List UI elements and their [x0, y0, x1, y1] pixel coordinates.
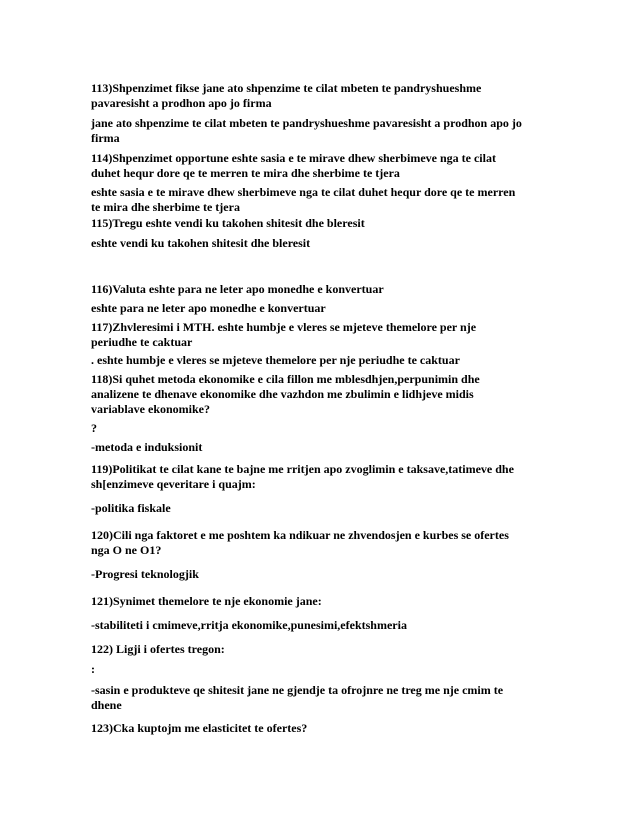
text-line: jane ato shpenzime te cilat mbeten te pandryshueshme pavaresisht a prodhon apo jo: [91, 116, 522, 130]
text-line: periudhe te caktuar: [91, 335, 193, 349]
text-line: 120)Cili nga faktoret e me poshtem ka ndikuar ne zhvendosjen e kurbes se ofertes: [91, 528, 509, 542]
text-line: eshte sasia e te mirave dhew sherbimeve nga te cilat duhet hequr dore qe te merren: [91, 185, 516, 199]
text-line: 121)Synimet themelore te nje ekonomie jane:: [91, 594, 322, 608]
text-line: ?: [91, 421, 97, 435]
text-line: eshte para ne leter apo monedhe e konvertuar: [91, 301, 326, 315]
text-line: . eshte humbje e vleres se mjeteve themelore per nje periudhe te caktuar: [91, 353, 460, 367]
text-line: variablave ekonomike?: [91, 402, 210, 416]
text-line: -Progresi teknologjik: [91, 567, 199, 581]
text-line: -stabiliteti i cmimeve,rritja ekonomike,punesimi,efektshmeria: [91, 618, 407, 632]
text-line: -metoda e induksionit: [91, 440, 203, 454]
text-line: 114)Shpenzimet opportune eshte sasia e te mirave dhew sherbimeve nga te cilat: [91, 151, 496, 165]
text-line: 119)Politikat te cilat kane te bajne me rritjen apo zvoglimin e taksave,tatimeve dhe: [91, 462, 514, 476]
text-line: analizene te dhenave ekonomike dhe vazhdon me zbulimin e lidhjeve midis: [91, 387, 474, 401]
text-line: 115)Tregu eshte vendi ku takohen shitesit dhe bleresit: [91, 216, 365, 230]
text-line: nga O ne O1?: [91, 543, 162, 557]
text-line: :: [91, 662, 95, 676]
text-line: firma: [91, 131, 120, 145]
text-line: 113)Shpenzimet fikse jane ato shpenzime te cilat mbeten te pandryshueshme: [91, 81, 482, 95]
text-line: eshte vendi ku takohen shitesit dhe bleresit: [91, 236, 311, 250]
text-line: te mira dhe sherbime te tjera: [91, 200, 240, 214]
text-line: sh[enzimeve qeveritare i quajm:: [91, 477, 256, 491]
text-line: 116)Valuta eshte para ne leter apo monedhe e konvertuar: [91, 282, 384, 296]
text-line: pavaresisht a prodhon apo jo firma: [91, 96, 272, 110]
text-line: -sasin e produkteve qe shitesit jane ne gjendje ta ofrojnre ne treg me nje cmim te: [91, 683, 504, 697]
text-line: duhet hequr dore qe te merren te mira dhe sherbime te tjera: [91, 166, 400, 180]
text-line: 122) Ligji i ofertes tregon:: [91, 642, 225, 656]
text-line: -politika fiskale: [91, 501, 171, 515]
text-line: dhene: [91, 698, 122, 712]
text-line: 117)Zhvleresimi i MTH. eshte humbje e vleres se mjeteve themelore per nje: [91, 320, 477, 334]
text-line: 123)Cka kuptojm me elasticitet te ofertes?: [91, 721, 308, 735]
text-line: 118)Si quhet metoda ekonomike e cila fillon me mblesdhjen,perpunimin dhe: [91, 372, 480, 386]
